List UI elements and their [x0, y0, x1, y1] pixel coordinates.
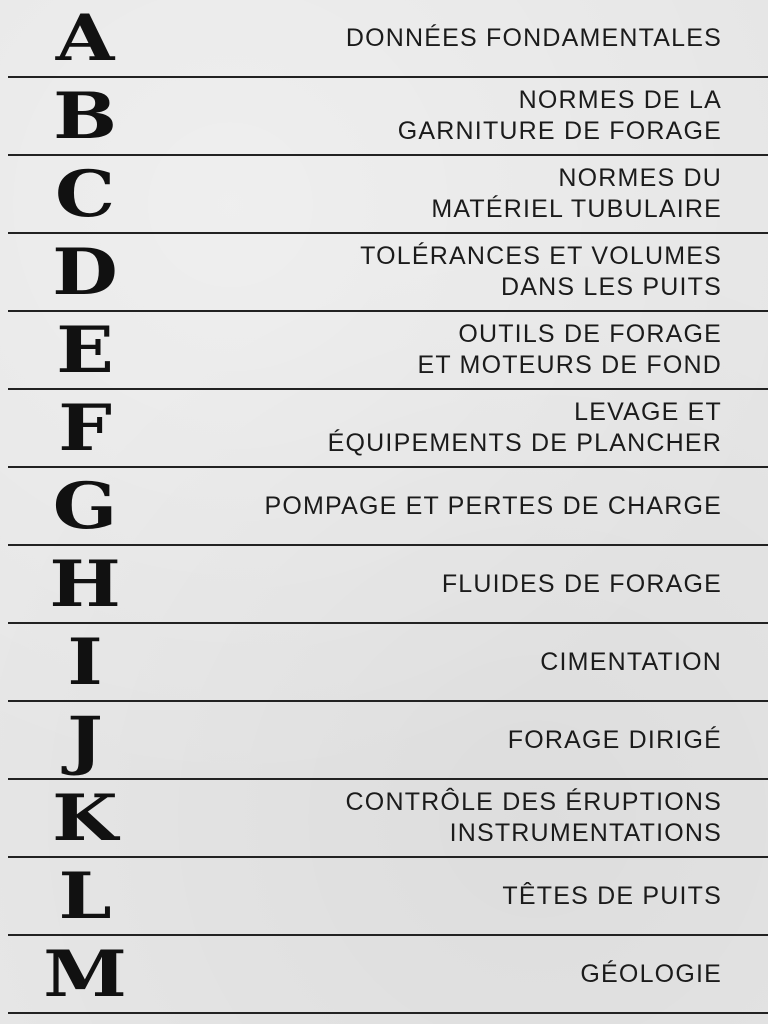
- section-title: [162, 78, 722, 154]
- section-letter: I: [67, 625, 103, 700]
- section-title-line: POMPAGE ET PERTES DE CHARGE: [264, 491, 722, 520]
- section-title: [162, 312, 722, 388]
- section-row-l[interactable]: [0, 858, 768, 936]
- section-row-a[interactable]: [0, 0, 768, 78]
- section-title: [162, 624, 722, 700]
- section-title-line: GÉOLOGIE: [580, 959, 722, 988]
- section-title-line: MATÉRIEL TUBULAIRE: [431, 195, 722, 223]
- section-title-line: DANS LES PUITS: [500, 273, 722, 301]
- section-title: [162, 546, 722, 622]
- section-title-line: CONTRÔLE DES ÉRUPTIONS: [345, 788, 722, 816]
- section-title-line: OUTILS DE FORAGE: [458, 320, 722, 348]
- section-letter: H: [49, 547, 121, 622]
- section-title-line: NORMES DE LA: [518, 86, 722, 114]
- section-row-g[interactable]: [0, 468, 768, 546]
- section-title: [162, 390, 722, 466]
- section-letter: M: [43, 937, 127, 1012]
- section-row-e[interactable]: [0, 312, 768, 390]
- section-title-line: CIMENTATION: [540, 647, 722, 676]
- section-title: [162, 702, 722, 778]
- section-title-line: TÊTES DE PUITS: [502, 881, 722, 910]
- section-letter: K: [52, 781, 118, 856]
- section-title: [162, 0, 722, 76]
- section-letter: B: [53, 79, 117, 154]
- section-letter: A: [55, 1, 115, 76]
- section-row-d[interactable]: [0, 234, 768, 312]
- section-row-m[interactable]: [0, 936, 768, 1014]
- section-title-line: INSTRUMENTATIONS: [449, 819, 722, 847]
- section-title: [162, 858, 722, 934]
- section-letter: D: [52, 235, 118, 310]
- section-row-c[interactable]: [0, 156, 768, 234]
- section-title: [162, 936, 722, 1012]
- section-title-line: NORMES DU: [558, 164, 722, 192]
- section-letter: F: [58, 391, 112, 466]
- section-title: [162, 234, 722, 310]
- section-letter: G: [52, 469, 118, 544]
- section-title-line: DONNÉES FONDAMENTALES: [345, 23, 722, 52]
- section-letter: L: [58, 859, 112, 934]
- section-title: [162, 780, 722, 856]
- section-row-b[interactable]: [0, 78, 768, 156]
- section-row-h[interactable]: [0, 546, 768, 624]
- section-title-line: ET MOTEURS DE FOND: [417, 351, 722, 379]
- section-letter: E: [56, 313, 114, 388]
- section-title-line: TOLÉRANCES ET VOLUMES: [360, 242, 722, 270]
- section-row-j[interactable]: [0, 702, 768, 780]
- divider: [8, 1012, 768, 1014]
- section-title: [162, 468, 722, 544]
- section-row-f[interactable]: [0, 390, 768, 468]
- section-title-line: LEVAGE ET: [574, 398, 722, 426]
- section-title-line: FORAGE DIRIGÉ: [507, 725, 722, 754]
- section-letter: J: [67, 703, 103, 778]
- section-title: [162, 156, 722, 232]
- section-title-line: FLUIDES DE FORAGE: [441, 569, 722, 598]
- section-letter: C: [54, 157, 116, 232]
- section-row-i[interactable]: [0, 624, 768, 702]
- section-row-k[interactable]: [0, 780, 768, 858]
- section-title-line: GARNITURE DE FORAGE: [397, 117, 722, 145]
- section-title-line: ÉQUIPEMENTS DE PLANCHER: [327, 429, 722, 457]
